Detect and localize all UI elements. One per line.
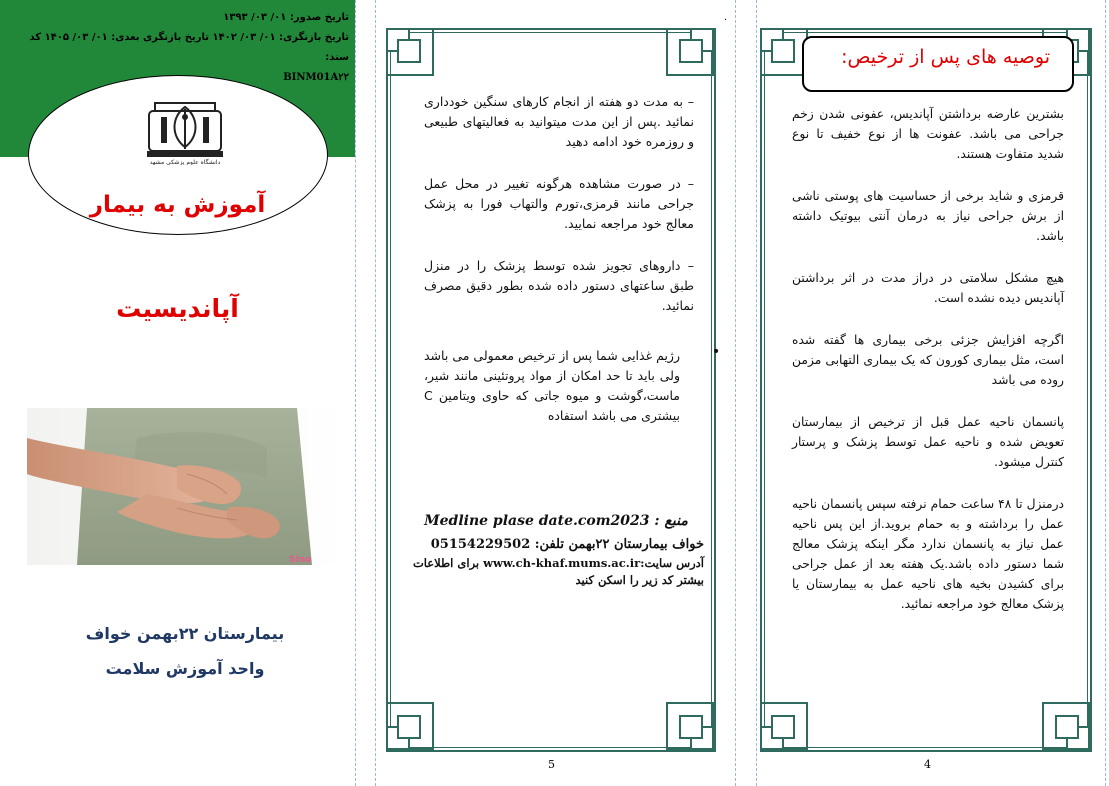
- corner-ornament-icon: [386, 28, 434, 76]
- middle-paragraph: – به مدت دو هفته از انجام کارهای سنگین خودداری نمائید .پس از این مدت میتوانید به فعالیتهای طبیعی و روزمره خود ادامه دهید: [424, 94, 694, 149]
- middle-paragraph: – در صورت مشاهده هرگونه تغییر در محل عمل جراحی مانند قرمزی،تورم والتهاب فورا به پزشک معالج خود مراجعه نمایید.: [424, 176, 694, 231]
- document-code: BINM01A۲۲: [283, 72, 349, 83]
- right-paragraph: قرمزی و شاید برخی از حساسیت های پوستی ناشی از برش جراحی نیاز به درمان آنتی بیوتیک داشته باشد.: [792, 189, 1064, 243]
- page-divider: [756, 0, 757, 786]
- right-paragraph: پانسمان ناحیه عمل قبل از ترخیص از بیمارستان تعویض شده و ناحیه عمل توسط پزشک و پرستار کنترل میشود.: [792, 415, 1064, 469]
- source-title: منبع : Medline plase date.com2023: [424, 513, 688, 529]
- patient-education-title: آموزش به بیمار: [89, 192, 266, 218]
- right-text-column: [792, 104, 1064, 636]
- page-divider: [1105, 0, 1106, 786]
- corner-ornament-icon: [1042, 702, 1090, 750]
- middle-paragraph: – داروهای تجویز شده توسط پزشک را در منزل طبق ساعتهای دستور داده شده بطور دقیق مصرف نمائید.: [424, 258, 694, 313]
- right-paragraph: بشترین عارضه برداشتن آپاندیس، عفونی شدن زخم جراحی می باشد. عفونت ها از نوع خفیف تا نوع شدید متفاوت هستند.: [792, 107, 1064, 161]
- bullet-icon: •: [712, 344, 721, 360]
- source-block: [408, 511, 704, 589]
- corner-ornament-icon: [666, 28, 714, 76]
- right-paragraph: اگرچه افزایش جزئی برخی بیماری ها گفته شده است، مثل بیماری کورون که یک بیماری التهابی مزمن روده می باشد: [792, 333, 1064, 387]
- right-paragraph: هیچ مشکل سلامتی در دراز مدت در اثر برداشتن آپاندیس دیده نشده است.: [792, 271, 1064, 305]
- stray-dot: .: [724, 12, 728, 23]
- cover-panel: [0, 0, 355, 786]
- hospital-name: بیمارستان ۲۲بهمن خواف: [85, 624, 285, 643]
- page-divider: [735, 0, 736, 786]
- logo-caption: دانشگاه علوم پزشکی مشهد: [149, 159, 221, 165]
- corner-ornament-icon: [386, 702, 434, 750]
- page-divider: [375, 0, 376, 786]
- university-logo: [141, 95, 229, 165]
- middle-text-column: [424, 92, 694, 338]
- corner-ornament-icon: [760, 28, 808, 76]
- issue-date: تاریخ صدور: ۰۱/ ۰۳/ ۱۳۹۳: [223, 12, 349, 23]
- right-paragraph: درمنزل تا ۴۸ ساعت حمام نرفته سپس پانسمان ناحیه عمل را برداشته و به حمام بروید.از این پس ناحیه عمل نیاز به پانسمان ندارد مگر اینکه پزشک معالج شما دستور داده باشد.یک هفته بعد از عمل جراحی برای کشیدن بخیه های ناحیه عمل به بیمارستان یا پزشک معالج خود مراجعه نمائید.: [792, 497, 1064, 611]
- discharge-heading-box: [802, 36, 1074, 92]
- discharge-heading: توصیه های پس از ترخیص:: [841, 46, 1050, 68]
- abdominal-pain-photo: [27, 408, 347, 565]
- page-number: 5: [548, 758, 555, 771]
- hospital-info: [40, 616, 330, 686]
- corner-ornament-icon: [666, 702, 714, 750]
- health-education-unit: واحد آموزش سلامت: [105, 659, 265, 678]
- disease-title: آپاندیسیت: [116, 294, 239, 323]
- hospital-phone: خواف بیمارستان ۲۲بهمن تلفن: 05154229502: [430, 537, 704, 552]
- photo-watermark: Sino: [289, 555, 312, 565]
- page-divider: [355, 0, 356, 786]
- corner-ornament-icon: [760, 702, 808, 750]
- revision-date: تاریخ بازنگری: ۰۱/ ۰۳/ ۱۴۰۲ تاریخ بازنگری بعدی: ۰۱/ ۰۳/ ۱۴۰۵ کد سند:: [29, 32, 349, 63]
- diet-bullet-text: رژیم غذایی شما پس از ترخیص معمولی می باشد ولی باید تا حد امکان از مواد پروتئینی مانند شیر، ماست،گوشت و میوه جاتی که حاوی ویتامین C بیشتری می باشد استفاده: [424, 348, 680, 423]
- page-number: 4: [924, 758, 931, 771]
- website-info: آدرس سایت:www.ch-khaf.mums.ac.ir برای اطلاعات بیشتر کد زیر را اسکن کنید: [412, 556, 704, 587]
